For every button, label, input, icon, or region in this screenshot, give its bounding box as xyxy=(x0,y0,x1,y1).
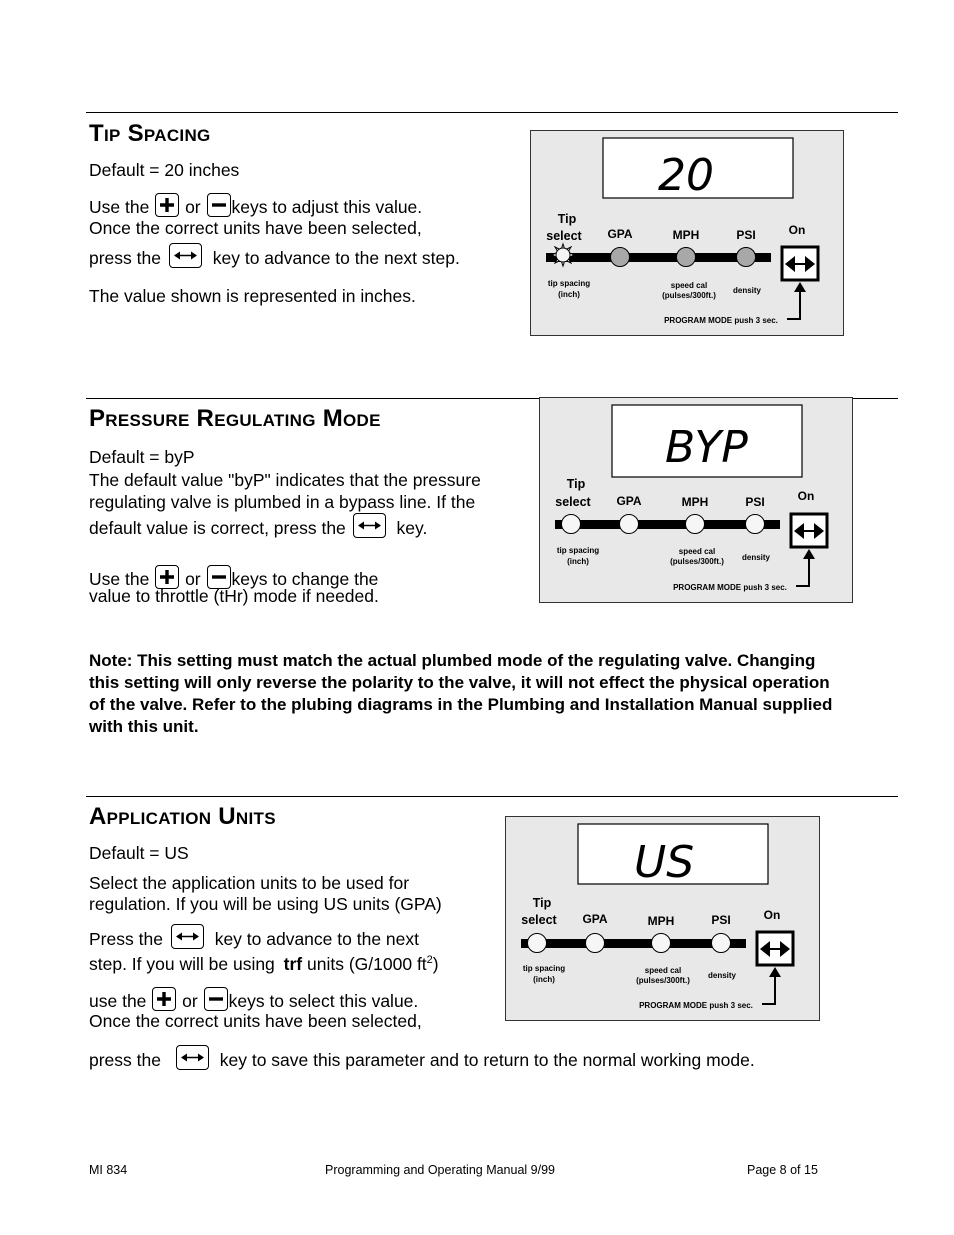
controller-panel-tip-spacing xyxy=(530,130,844,336)
sun-burst-icon xyxy=(552,244,574,266)
program-mode-label: PROGRAM MODE push 3 sec. xyxy=(664,316,778,325)
indicator-tip xyxy=(562,515,581,534)
label-on: On xyxy=(797,489,815,503)
minus-key-icon xyxy=(204,987,228,1011)
app-units-selected-line: Once the correct units have been selected, xyxy=(89,1011,422,1031)
indicator-mph xyxy=(652,934,671,953)
pressure-mode-heading: Pressure Regulating Mode xyxy=(89,405,381,432)
pressure-mode-desc-3: default value is correct, press the key. xyxy=(89,513,427,538)
on-arrow-button[interactable] xyxy=(791,514,827,547)
label-psi: PSI xyxy=(711,913,731,927)
svg-text:speed cal: speed cal xyxy=(644,966,682,975)
on-arrow-button[interactable] xyxy=(782,247,818,280)
pressure-mode-note: Note: This setting must match the actual plumbed mode of the regulating valve. Changing this setting will only reverse the polarity to the valve, it will not effect the physical operation of the valve. Refer to the plubing diagrams in the Plumbing and Installation Manual supplied with this unit. xyxy=(89,651,833,736)
label-mph: MPH xyxy=(672,228,700,242)
svg-text:(inch): (inch) xyxy=(558,290,580,299)
label-on: On xyxy=(763,908,781,922)
svg-text:tip spacing: tip spacing xyxy=(522,964,566,973)
label-mph: MPH xyxy=(647,914,675,928)
left-right-arrow-key-icon xyxy=(176,1045,209,1070)
minus-key-icon xyxy=(207,193,231,217)
tip-spacing-press-line: press the key to advance to the next step. xyxy=(89,243,460,268)
pressure-mode-default: Default = byP xyxy=(89,447,195,467)
label-gpa: GPA xyxy=(616,494,642,508)
indicator-psi xyxy=(737,248,756,267)
label-psi: PSI xyxy=(736,228,756,242)
label-select: select xyxy=(555,495,591,509)
svg-text:density: density xyxy=(707,971,737,980)
app-units-desc-2: regulation. If you will be using US units (GPA) xyxy=(89,894,442,914)
label-tip: Tip xyxy=(557,212,577,226)
footer-page-number: Page 8 of 15 xyxy=(747,1163,818,1177)
indicator-psi xyxy=(746,515,765,534)
label-tip: Tip xyxy=(566,477,586,491)
svg-text:tip spacing: tip spacing xyxy=(547,279,591,288)
tip-spacing-inches-note: The value shown is represented in inches. xyxy=(89,286,416,306)
tip-spacing-selected-line: Once the correct units have been selected, xyxy=(89,218,422,238)
label-select: select xyxy=(521,913,557,927)
svg-text:tip spacing: tip spacing xyxy=(556,546,600,555)
controller-panel-application-units xyxy=(505,816,820,1021)
svg-text:(inch): (inch) xyxy=(567,557,589,566)
lcd-value: BYP xyxy=(665,422,748,473)
indicator-mph xyxy=(686,515,705,534)
app-units-trf-line: step. If you will be using trf units (G/1000 $ft^2$) xyxy=(89,954,439,974)
footer-doc-id: MI 834 xyxy=(89,1163,128,1177)
label-psi: PSI xyxy=(745,495,765,509)
svg-text:(pulses/300ft.): (pulses/300ft.) xyxy=(670,557,724,566)
indicator-tip xyxy=(528,934,547,953)
svg-text:speed cal: speed cal xyxy=(678,547,716,556)
section-rule-application-units xyxy=(86,796,898,797)
pressure-mode-desc-2: regulating valve is plumbed in a bypass line. If the xyxy=(89,492,476,512)
label-gpa: GPA xyxy=(582,912,608,926)
pressure-mode-throttle-line: value to throttle (tHr) mode if needed. xyxy=(89,586,379,606)
left-right-arrow-key-icon xyxy=(169,243,202,268)
svg-text:(pulses/300ft.): (pulses/300ft.) xyxy=(662,291,716,300)
svg-text:(pulses/300ft.): (pulses/300ft.) xyxy=(636,976,690,985)
app-units-save-line: press the key to save this parameter and to return to the normal working mode. xyxy=(89,1045,755,1070)
indicator-mph xyxy=(677,248,696,267)
svg-text:density: density xyxy=(732,286,762,295)
indicator-gpa xyxy=(586,934,605,953)
lcd-value: 20 xyxy=(658,150,714,201)
app-units-select-line: use the or keys to select this value. xyxy=(89,987,418,1011)
on-arrow-button[interactable] xyxy=(757,932,793,965)
program-mode-label: PROGRAM MODE push 3 sec. xyxy=(639,1001,753,1010)
app-units-default: Default = US xyxy=(89,843,189,863)
pressure-mode-desc-1: The default value "byP" indicates that the pressure xyxy=(89,470,481,490)
label-mph: MPH xyxy=(681,495,709,509)
app-units-press-line: Press the key to advance to the next xyxy=(89,924,419,949)
tip-spacing-default: Default = 20 inches xyxy=(89,160,240,180)
lcd-value: US xyxy=(634,837,695,888)
plus-key-icon xyxy=(152,987,176,1011)
left-right-arrow-key-icon xyxy=(353,513,386,538)
tip-spacing-heading: Tip Spacing xyxy=(89,120,211,147)
label-gpa: GPA xyxy=(607,227,633,241)
section-rule-tip-spacing xyxy=(86,112,898,113)
svg-text:speed cal: speed cal xyxy=(670,281,708,290)
footer-manual-title: Programming and Operating Manual 9/99 xyxy=(325,1163,555,1177)
svg-text:(inch): (inch) xyxy=(533,975,555,984)
left-right-arrow-key-icon xyxy=(171,924,204,949)
controller-panel-pressure-mode xyxy=(539,397,853,603)
program-mode-label: PROGRAM MODE push 3 sec. xyxy=(673,583,787,592)
label-on: On xyxy=(788,223,806,237)
application-units-heading: Application Units xyxy=(89,803,276,830)
app-units-desc-1: Select the application units to be used for xyxy=(89,873,410,893)
label-tip: Tip xyxy=(532,896,552,910)
pressure-mode-change-line: Use the or keys to change the xyxy=(89,565,378,589)
indicator-gpa xyxy=(620,515,639,534)
indicator-gpa xyxy=(611,248,630,267)
svg-text:density: density xyxy=(741,553,771,562)
plus-key-icon xyxy=(155,193,179,217)
indicator-psi xyxy=(712,934,731,953)
tip-spacing-adjust-line: Use the or keys to adjust this value. xyxy=(89,193,422,217)
label-select: select xyxy=(546,229,582,243)
